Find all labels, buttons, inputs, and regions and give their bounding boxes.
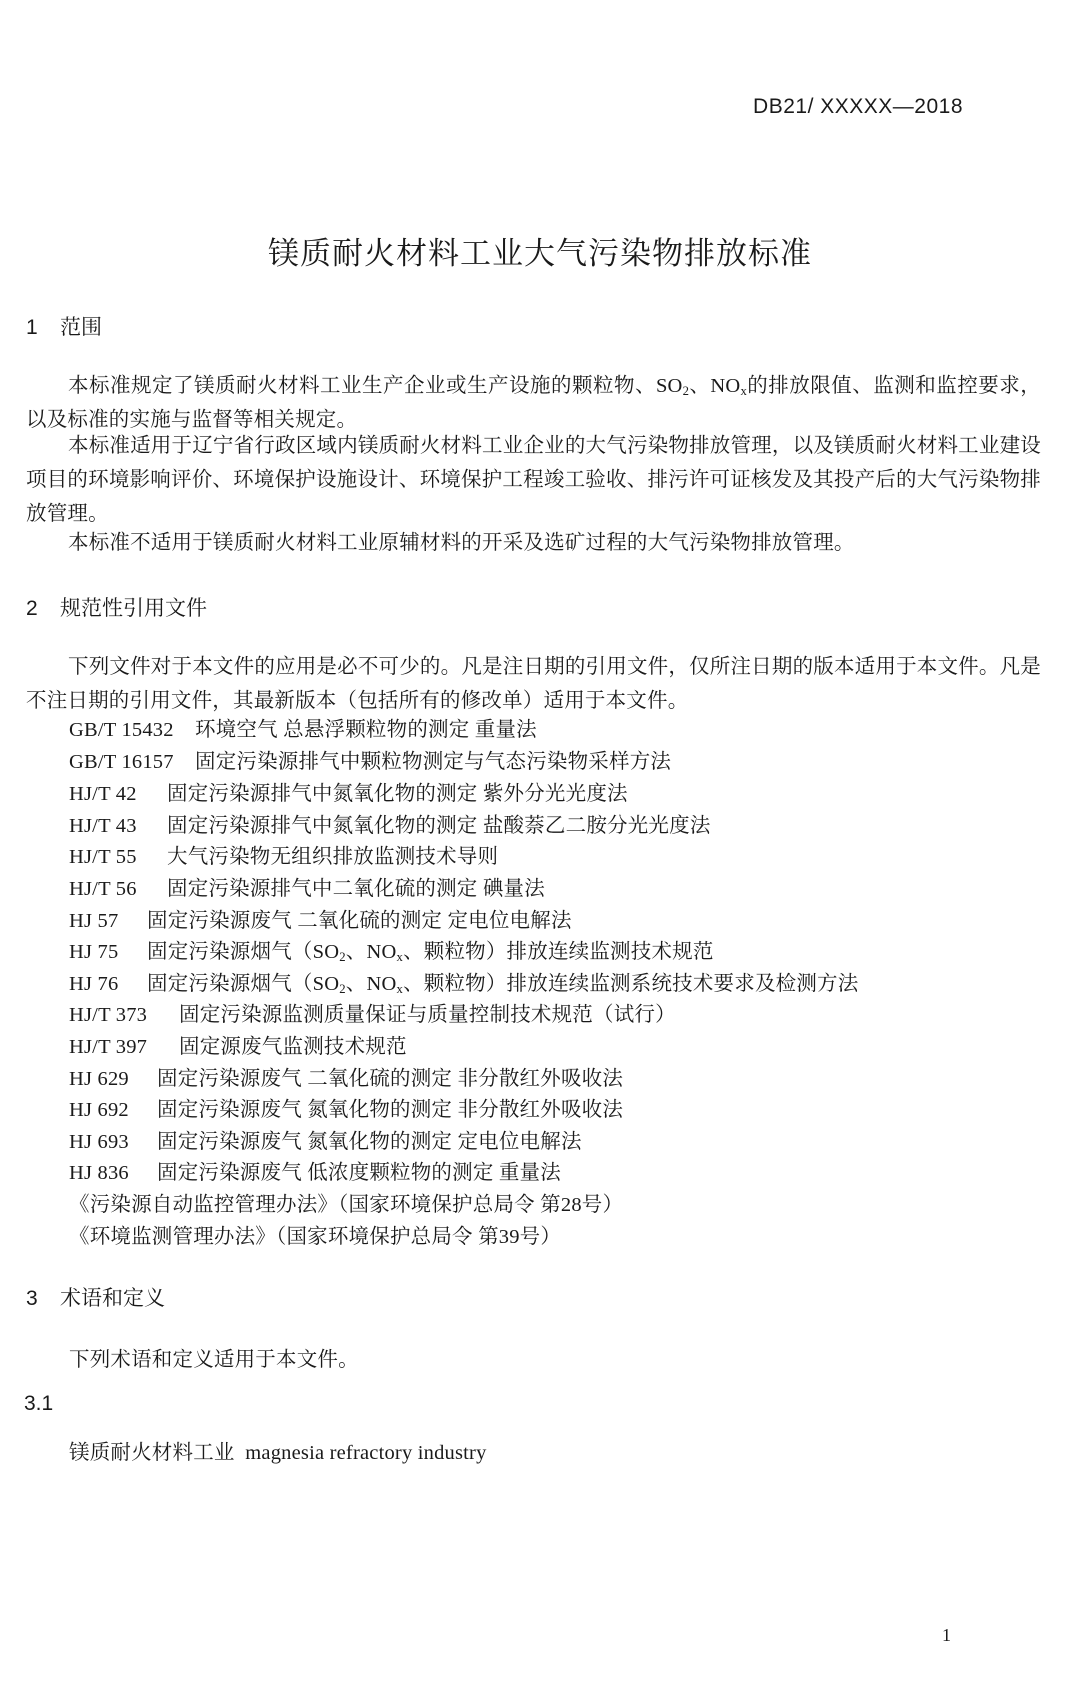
reference-code: HJ/T 42 [69, 783, 137, 805]
reference-code: HJ 629 [69, 1068, 129, 1090]
regulation-item: 《环境监测管理办法》（国家环境保护总局令 第39号） [69, 1226, 562, 1248]
reference-item [69, 935, 714, 969]
section-1-paragraph-2: 本标准适用于辽宁省行政区域内镁质耐火材料工业企业的大气污染物排放管理，以及镁质耐火材料工业建设项目的环境影响评价、环境保护设施设计、环境保护工程竣工验收、排污许可证核发及其投产后的大气污染物排放管理。 [26, 435, 1041, 525]
regulation-item: 《污染源自动监控管理办法》（国家环境保护总局令 第28号） [69, 1194, 624, 1216]
reference-code: HJ 75 [69, 941, 119, 963]
reference-title: 固定污染源废气 二氧化硫的测定 非分散红外吸收法 [157, 1068, 624, 1090]
reference-item [69, 872, 545, 906]
section-3-intro: 下列术语和定义适用于本文件。 [69, 1349, 359, 1371]
reference-title: 大气污染物无组织排放监测技术导则 [167, 846, 499, 868]
reference-code: GB/T 16157 [69, 751, 174, 773]
reference-title: 固定污染源烟气（$SO_2$、$NO_x$、颗粒物）排放连续监测系统技术要求及检测方法 [147, 973, 859, 997]
reference-title: 固定污染源监测质量保证与质量控制技术规范（试行） [179, 1004, 676, 1026]
reference-code: HJ 836 [69, 1162, 129, 1184]
reference-item [69, 809, 711, 843]
section-title: 规范性引用文件 [60, 597, 207, 620]
term-definition [69, 1436, 487, 1470]
document-code: DB21/ XXXXX—2018 [753, 95, 963, 118]
section-2-heading [26, 592, 207, 622]
reference-item [69, 840, 498, 874]
reference-code: HJ 692 [69, 1099, 129, 1121]
reference-title: 环境空气 总悬浮颗粒物的测定 重量法 [195, 719, 537, 741]
reference-item [69, 1093, 623, 1127]
reference-title: 固定污染源排气中氮氧化物的测定 盐酸萘乙二胺分光光度法 [167, 815, 711, 837]
reference-title: 固定污染源排气中颗粒物测定与气态污染物采样方法 [195, 751, 672, 773]
reference-title: 固定污染源废气 氮氧化物的测定 非分散红外吸收法 [157, 1099, 624, 1121]
reference-code: HJ/T 373 [69, 1004, 148, 1026]
reference-code: GB/T 15432 [69, 719, 174, 741]
reference-item [69, 998, 676, 1032]
section-1-paragraph-1: 本标准规定了镁质耐火材料工业生产企业或生产设施的颗粒物、$SO_2$、$NO_x$的排放限值、监测和监控要求，以及标准的实施与监督等相关规定。 [26, 375, 1041, 431]
document-title: 镁质耐火材料工业大气污染物排放标准 [268, 236, 812, 271]
section-number: 3 [26, 1287, 38, 1310]
reference-item [69, 967, 858, 1001]
subsection-3-1-number: 3.1 [24, 1392, 54, 1415]
reference-code: HJ/T 56 [69, 878, 137, 900]
reference-title: 固定污染源排气中二氧化硫的测定 碘量法 [167, 878, 545, 900]
reference-item [69, 1030, 407, 1064]
reference-title: 固定污染源废气 低浓度颗粒物的测定 重量法 [157, 1162, 561, 1184]
section-2-intro: 下列文件对于本文件的应用是必不可少的。凡是注日期的引用文件，仅所注日期的版本适用于本文件。凡是不注日期的引用文件，其最新版本（包括所有的修改单）适用于本文件。 [26, 656, 1041, 712]
reference-title: 固定源废气监测技术规范 [179, 1036, 407, 1058]
reference-code: HJ 76 [69, 973, 119, 995]
section-number: 1 [26, 316, 38, 339]
reference-title: 固定污染源废气 氮氧化物的测定 定电位电解法 [157, 1131, 582, 1153]
reference-title: 固定污染源烟气（$SO_2$、$NO_x$、颗粒物）排放连续监测技术规范 [147, 941, 714, 965]
section-title: 术语和定义 [60, 1287, 165, 1310]
section-1-paragraph-3: 本标准不适用于镁质耐火材料工业原辅材料的开采及选矿过程的大气污染物排放管理。 [68, 532, 855, 554]
reference-item [69, 713, 537, 747]
reference-code: HJ/T 397 [69, 1036, 148, 1058]
reference-item [69, 1125, 582, 1159]
term-english: magnesia refractory industry [245, 1442, 487, 1464]
section-title: 范围 [60, 316, 102, 339]
reference-code: HJ/T 55 [69, 846, 137, 868]
reference-item [69, 1062, 623, 1096]
section-number: 2 [26, 597, 38, 620]
reference-title: 固定污染源排气中氮氧化物的测定 紫外分光光度法 [167, 783, 628, 805]
page-number: 1 [942, 1625, 951, 1645]
reference-title: 固定污染源废气 二氧化硫的测定 定电位电解法 [147, 910, 572, 932]
reference-code: HJ 693 [69, 1131, 129, 1153]
term-chinese: 镁质耐火材料工业 [69, 1441, 235, 1464]
reference-item [69, 745, 671, 779]
reference-code: HJ 57 [69, 910, 119, 932]
section-3-heading [26, 1282, 165, 1312]
reference-item [69, 904, 572, 938]
reference-code: HJ/T 43 [69, 815, 137, 837]
reference-item [69, 777, 628, 811]
reference-item [69, 1156, 561, 1190]
section-1-heading [26, 311, 102, 341]
